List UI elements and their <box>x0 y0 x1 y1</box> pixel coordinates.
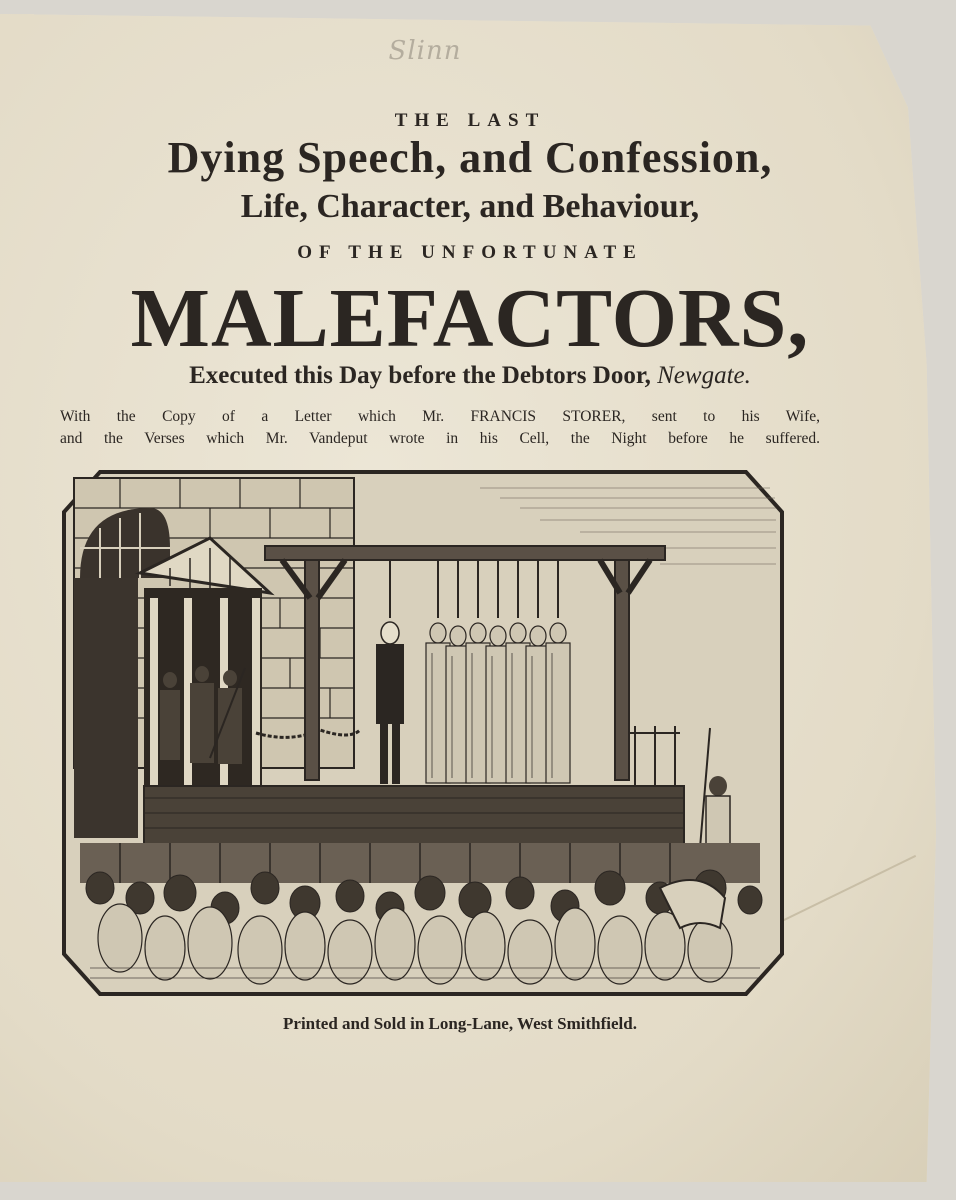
title-malefactors: MALEFACTORS, <box>130 272 810 365</box>
imprint-line: Printed and Sold in Long-Lane, West Smithfield. <box>283 1014 637 1033</box>
executed-text: Executed this Day before the Debtors Door, <box>189 362 651 389</box>
title-line-life-character: Life, Character, and Behaviour, <box>240 188 700 225</box>
title-line-the-last: THE LAST <box>394 110 546 131</box>
handwritten-note: Slinn <box>388 36 462 66</box>
execution-woodcut <box>60 468 786 998</box>
letter-note <box>60 406 820 450</box>
letter-note-line-1: With the Copy of a Letter which Mr. FRANCIS STORER, sent to his Wife, <box>60 408 820 425</box>
letter-note-line-2: and the Verses which Mr. Vandeput wrote in his Cell, the Night before he suffered. <box>60 430 820 447</box>
title-executed-line <box>40 362 900 390</box>
newgate-text: Newgate. <box>657 362 751 389</box>
title-line-dying-speech: Dying Speech, and Confession, <box>167 133 773 182</box>
title-line-unfortunate: OF THE UNFORTUNATE <box>297 242 643 263</box>
